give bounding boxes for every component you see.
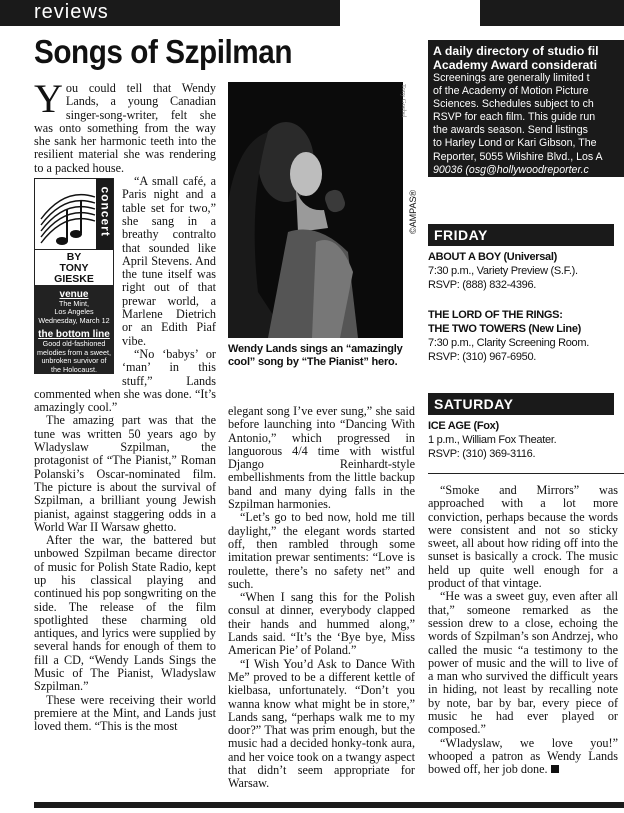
byline: BY TONY GIESKE	[34, 250, 114, 286]
bottom-line-label: the bottom line	[38, 329, 110, 341]
paragraph: “No ‘babys’ or ‘man’ in this stuff,” Lands commented when she was done. “It’s amazingly cool.”	[34, 346, 216, 415]
paragraph: These were receiving their world premiere at the Mint, and Lands just loved them. “This is the most	[34, 692, 216, 734]
venue-label: venue	[59, 289, 89, 301]
listing: ABOUT A BOY (Universal) 7:30 p.m., Variety Preview (S.F.). RSVP: (888) 832-4396.	[428, 251, 578, 291]
paragraph: “When I sang this for the Polish consul at dinner, everybody clapped their hands and hummed along,” Lands said. “It’s the ‘Bye bye, Miss American Pie’ of Poland.”	[228, 590, 415, 658]
bottom-rule	[34, 802, 624, 808]
paragraph: “Wladyslaw, we love you!” whooped a patron as Wendy Lands bowed off, her job done.	[428, 735, 618, 777]
concert-tab: concert	[96, 179, 113, 251]
svg-text:Tony Goebel: Tony Goebel	[400, 84, 407, 118]
svg-text:©AMPAS®: ©AMPAS®	[408, 189, 418, 234]
article-column-2	[228, 405, 415, 791]
article-column-1	[34, 76, 216, 734]
paragraph: “Smoke and Mirrors” was approached with a lot more conviction, perhaps because the words were consistent and not so sticky sweet, all about how riding off into the sunset is basically a crock. The music held up quite well enough for a product of that vintage.	[428, 483, 618, 591]
singer-photo	[228, 82, 403, 338]
paragraph: “I Wish You’d Ask to Dance With Me” proved to be a different kettle of kielbasa, unfortunately. “Don’t you wanna know what might be in store,” Lands sang, “perhaps walk me to my door?” That was prim enough, but the music had a decided honky-tonk aura, and her voice took on a twangy aspect that didn’t seem appropriate for Warsaw.	[228, 656, 415, 791]
venue-box: venue The Mint, Los Angeles Wednesday, March 12 the bottom line Good old-fashioned melodies from a sweet, unbroken survivor of the Holocaust.	[34, 286, 114, 374]
music-note-graphic	[34, 178, 114, 250]
section-bar	[0, 0, 624, 26]
saturday-header: SATURDAY	[428, 393, 614, 415]
photo-credit	[396, 82, 407, 142]
article-headline: Songs of Szpilman	[34, 33, 293, 70]
screening-directory: A daily directory of studio fil Academy Award considerati Screenings are generally limited t of the Academy of Motion Picture Sciences. Schedules subject to ch RSVP for each film. This guide run the awards season. Send listings to Harley Lond or Kari Gibson, The Reporter, 5055 Wilshire Blvd., Los A 90036 (osg@hollywoodreporter.c or fax screening info to (323) 525	[428, 40, 624, 177]
drop-cap: Y	[34, 76, 63, 121]
section-label: reviews	[34, 1, 109, 23]
singer-silhouette-image	[228, 82, 403, 338]
paragraph: elegant song I’ve ever sung,” she said before launching into “Dancing With Antonio,” which progressed in languorous 4/4 time with wistful Django Reinhardt-style embellishments from the little backup band and many dying falls in the Szpilman harmonies.	[228, 404, 415, 512]
end-mark-icon	[551, 765, 559, 773]
listing: ICE AGE (Fox) 1 p.m., William Fox Theater. RSVP: (310) 369-3116.	[428, 420, 557, 460]
review-info-sidebar	[34, 178, 114, 374]
paragraph: The amazing part was that the tune was written 50 years ago by Wladyslaw Szpilman, the protagonist of “The Pianist,” Roman Polanski’s Oscar-nominated film. The picture is about the survival of Szpilman, a brilliant young Jewish pianist, against staggering odds in a World War II Warsaw ghetto.	[34, 413, 216, 534]
friday-header: FRIDAY	[428, 224, 614, 246]
lead-paragraph: You could tell that Wendy Lands, a young Canadian singer-song-writer, felt she was onto something from the way she sank her harmonic teeth into the resilient material she was rendering to a packed house.	[34, 76, 216, 175]
paragraph: “Let’s go to bed now, hold me till daylight,” the elegant words started off, then rambled through some imitation prewar sentiments: “Love is roulette, there’s no safety net” and such.	[228, 510, 415, 591]
paragraph: After the war, the battered but unbowed Szpilman became director of music for Polish State Radio, kept up his classical playing and continued his pop songwriting on the side. The release of the film spotlighted these charming old antiques, and lyrics were supplied by several hands for enough of them to fill a CD, “Wendy Lands Sings the Music of The Pianist, Wladyslaw Szpilman.”	[34, 533, 216, 694]
divider	[428, 473, 624, 474]
paragraph: concert BY TONY GIESKE venue The Mint, Los Angeles Wednesday, March 12 the bottom line Good old-fashioned melodies from a sweet, unbroken survivor of the Holocaust. “A small café, a Paris night and a table set for two,” she sang in a breathy contralto that sounded like April Stevens. And the tune itself was right out of that prewar world, a Marlene Dietrich or an Edith Piaf vibe.	[34, 175, 216, 348]
photo-caption: Wendy Lands sings an “amazingly cool” song by “The Pianist” hero.	[228, 343, 403, 368]
article-column-3	[428, 484, 618, 777]
paragraph: “He was a sweet guy, even after all that,” someone remarked as the session drew to a close, echoing the words of Szpilman’s son Andrzej, who called the music “a testimony to the power of music and the will to live of a man who survived the difficult years in hiding, not least by recalling note by note, bar by bar, every piece of music he had ever played or composed.”	[428, 589, 618, 737]
listing: THE LORD OF THE RINGS: THE TWO TOWERS (New Line) 7:30 p.m., Clarity Screening Room. RSVP: (310) 967-6950.	[428, 309, 589, 363]
ampas-watermark	[406, 150, 418, 235]
